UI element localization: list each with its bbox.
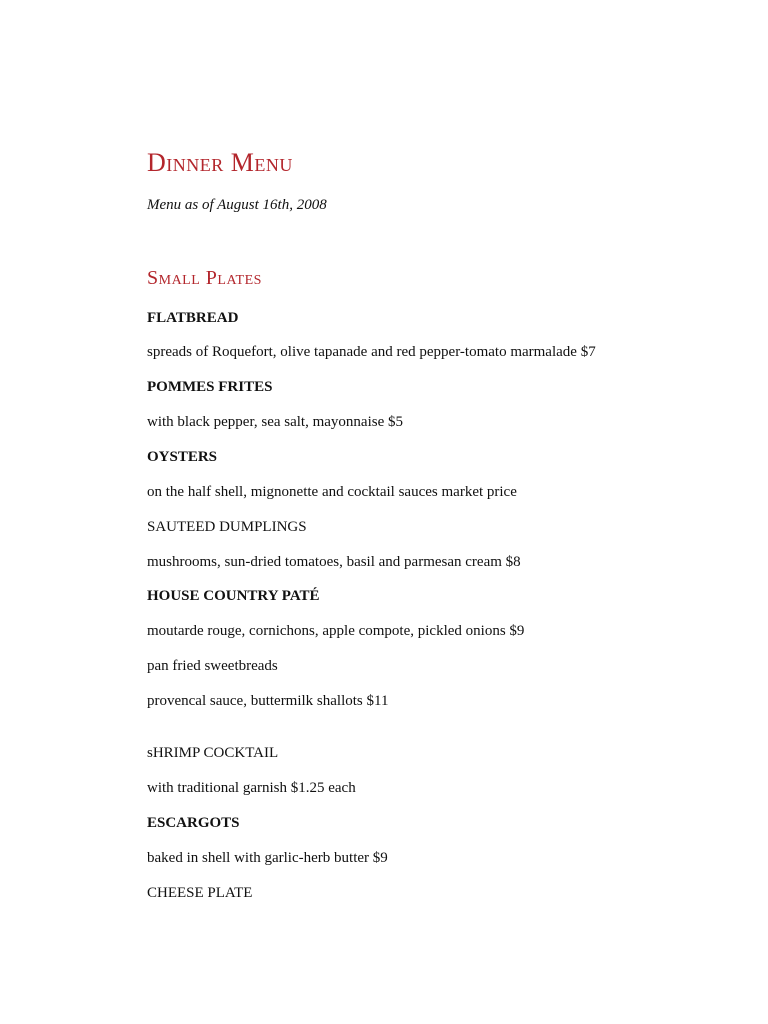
item-description: on the half shell, mignonette and cocktail sauces market price [147,484,517,500]
section-heading-small-plates: Small Plates [147,267,262,289]
item-description: moutarde rouge, cornichons, apple compote, pickled onions $9 [147,623,525,639]
item-name: CHEESE PLATE [147,885,253,901]
item-description: with traditional garnish $1.25 each [147,780,356,796]
item-description: provencal sauce, buttermilk shallots $11 [147,693,389,709]
item-description: mushrooms, sun-dried tomatoes, basil and parmesan cream $8 [147,554,521,570]
item-name: POMMES FRITES [147,379,273,395]
item-description: spreads of Roquefort, olive tapanade and red pepper-tomato marmalade $7 [147,344,596,360]
item-name: SAUTEED DUMPLINGS [147,519,307,535]
item-name: HOUSE COUNTRY PATÉ [147,588,320,604]
menu-date: Menu as of August 16th, 2008 [147,197,327,213]
item-name: sHRIMP COCKTAIL [147,745,279,761]
item-description: with black pepper, sea salt, mayonnaise $5 [147,414,403,430]
menu-title: Dinner Menu [147,148,293,177]
item-name: ESCARGOTS [147,815,240,831]
item-name: pan fried sweetbreads [147,658,278,674]
item-description: baked in shell with garlic-herb butter $9 [147,850,388,866]
item-name: FLATBREAD [147,310,239,326]
item-name: OYSTERS [147,449,218,465]
